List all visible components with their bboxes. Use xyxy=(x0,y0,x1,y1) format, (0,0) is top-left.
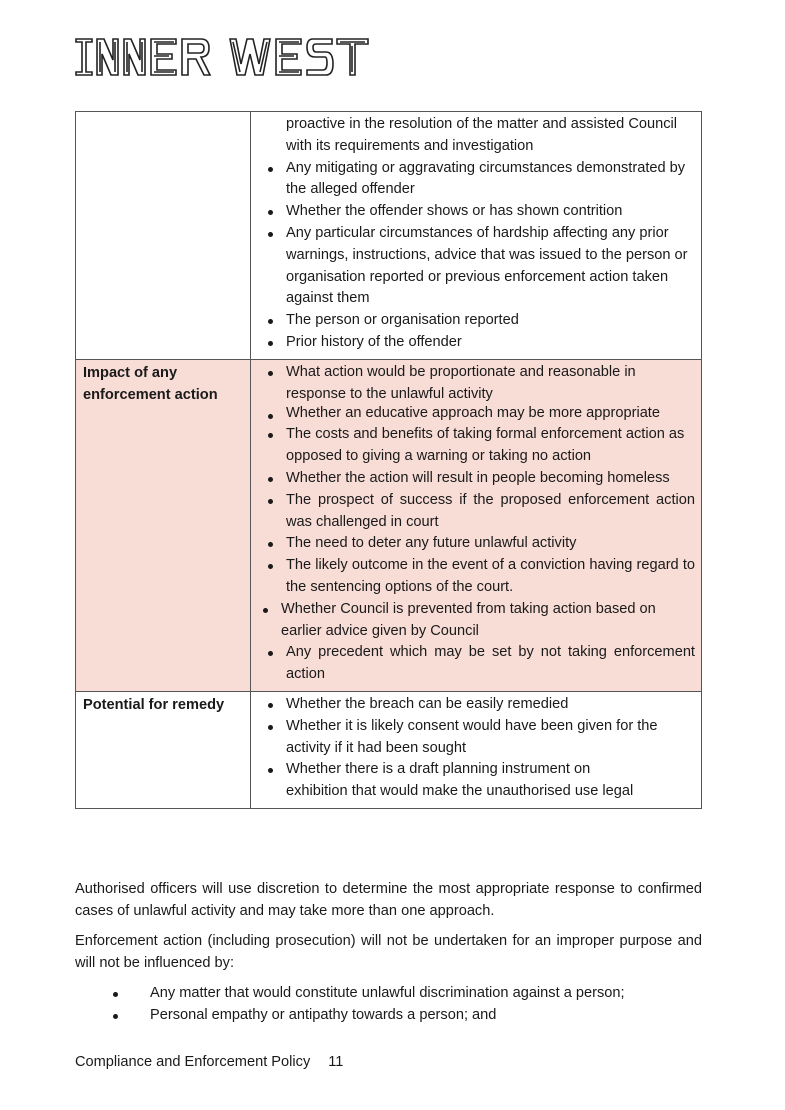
list-item: The likely outcome in the event of a conviction having regard to the sentencing options of the court. xyxy=(263,555,695,599)
list-item: Any precedent which may be set by not taking enforcement action xyxy=(263,642,695,686)
list-item: What action would be proportionate and reasonable in response to the unlawful activity xyxy=(263,362,695,406)
criteria-label-cell: Potential for remedy xyxy=(76,691,251,808)
table-row xyxy=(76,691,702,808)
list-item: The need to deter any future unlawful activity xyxy=(263,533,695,555)
list-item: Whether the action will result in people becoming homeless xyxy=(263,468,695,490)
list-item: Any particular circumstances of hardship affecting any prior warnings, instructions, advice that was issued to the person or organisation reported or previous enforcement action taken against them xyxy=(263,223,695,310)
list-item: Whether there is a draft planning instrument on exhibition that would make the unauthorised use legal xyxy=(263,759,695,803)
list-item: The costs and benefits of taking formal enforcement action as opposed to giving a warning or taking no action xyxy=(263,424,695,468)
list-item: Personal empathy or antipathy towards a person; and xyxy=(75,1005,702,1027)
improper-purpose-paragraph: Enforcement action (including prosecution) will not be undertaken for an improper purpose and will not be influenced by: xyxy=(75,933,702,971)
influence-list xyxy=(75,983,702,1027)
list-item: Whether Council is prevented from taking action based on earlier advice given by Council xyxy=(258,599,695,643)
criteria-list-cell xyxy=(251,691,702,808)
inner-west-logo xyxy=(75,38,371,76)
list-item: Whether it is likely consent would have been given for the activity if it had been sought xyxy=(263,716,695,760)
assessment-criteria-table xyxy=(75,111,702,809)
list-item: The person or organisation reported xyxy=(263,310,695,332)
criteria-list xyxy=(263,694,695,803)
criteria-label-cell: Impact of any enforcement action xyxy=(76,359,251,691)
footer-title: Compliance and Enforcement Policy xyxy=(75,1054,311,1070)
list-item: Prior history of the offender xyxy=(263,332,695,354)
criteria-list-cell xyxy=(251,359,702,691)
table-row-highlighted xyxy=(76,359,702,691)
list-item: Whether the offender shows or has shown contrition xyxy=(263,201,695,223)
table-row xyxy=(76,112,702,360)
list-item: Any mitigating or aggravating circumstances demonstrated by the alleged offender xyxy=(263,158,695,202)
list-item: Whether an educative approach may be more appropriate xyxy=(263,405,695,421)
list-item: Any matter that would constitute unlawful discrimination against a person; xyxy=(75,983,702,1005)
list-item: Whether the breach can be easily remedied xyxy=(263,694,695,716)
list-item: The prospect of success if the proposed enforcement action was challenged in court xyxy=(263,490,695,534)
discretion-paragraph: Authorised officers will use discretion to determine the most appropriate response to confirmed cases of unlawful activity and may take more than one approach. xyxy=(75,881,702,919)
page-footer xyxy=(75,1052,343,1072)
criteria-list xyxy=(263,158,695,354)
criteria-list xyxy=(263,362,695,686)
continued-text: proactive in the resolution of the matter and assisted Council with its requirements and investigation xyxy=(286,116,678,154)
criteria-label-cell xyxy=(76,112,251,360)
criteria-list-cell xyxy=(251,112,702,360)
page-number: 11 xyxy=(328,1054,344,1070)
